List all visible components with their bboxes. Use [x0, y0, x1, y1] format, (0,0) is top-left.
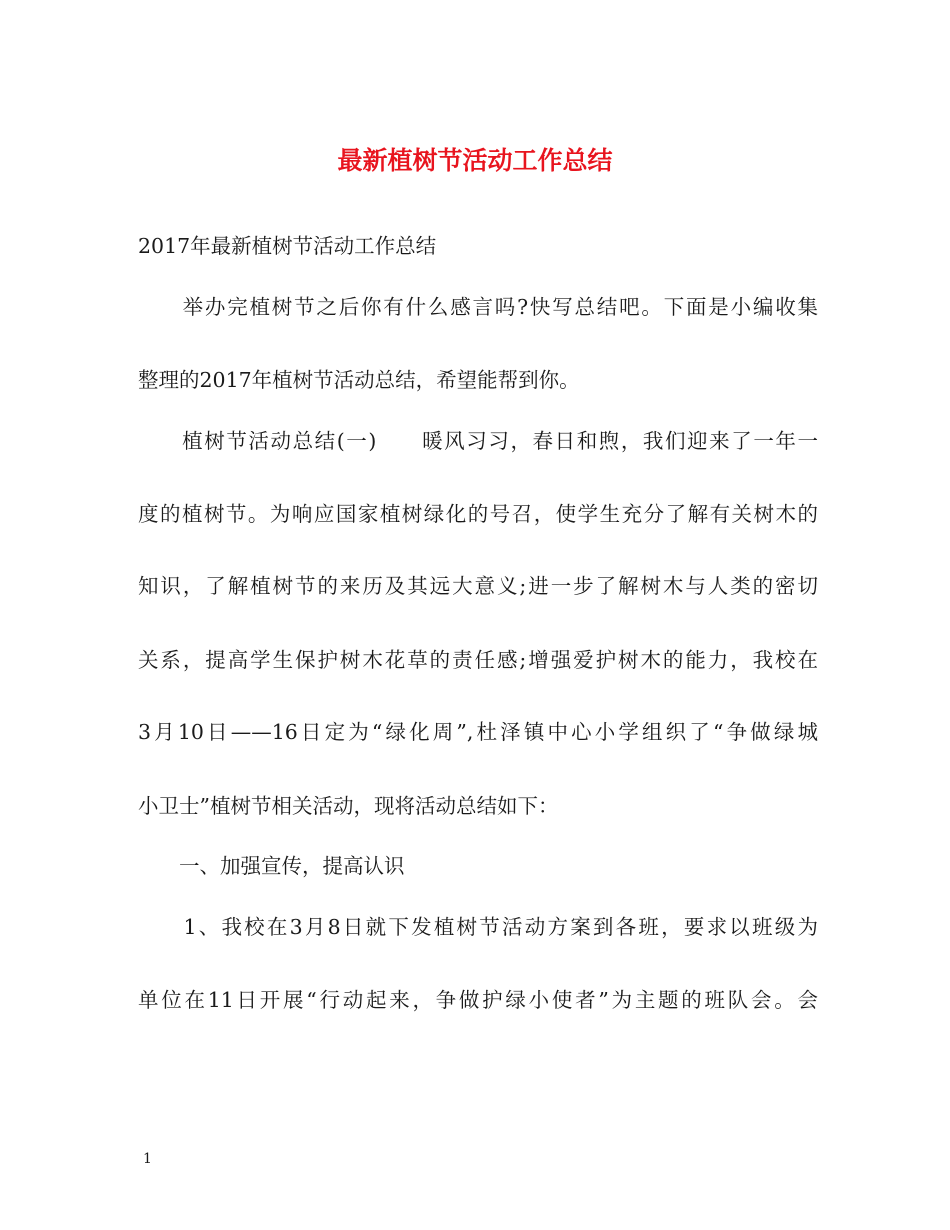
paragraph-line-10: 1、我校在3月8日就下发植树节活动方案到各班，要求以班级为	[138, 915, 818, 939]
paragraph-line-5: 知识，了解植树节的来历及其远大意义;进一步了解树木与人类的密切	[138, 574, 818, 598]
paragraph-line-4: 度的植树节。为响应国家植树绿化的号召，使学生充分了解有关树木的	[138, 502, 818, 526]
paragraph-line-7: 3月10日——16日定为“绿化周”,杜泽镇中心小学组织了“争做绿城	[138, 720, 818, 744]
paragraph-line-3: 植树节活动总结(一) 暖风习习，春日和煦，我们迎来了一年一	[138, 429, 818, 453]
paragraph-line-6: 关系，提高学生保护树木花草的责任感;增强爱护树木的能力，我校在	[138, 648, 818, 672]
paragraph-line-11: 单位在11日开展“行动起来，争做护绿小使者”为主题的班队会。会	[138, 988, 818, 1012]
section-heading: 一、加强宣传，提高认识	[138, 854, 405, 878]
paragraph-line-8: 小卫士”植树节相关活动，现将活动总结如下：	[138, 794, 559, 818]
paragraph-line-1: 举办完植树节之后你有什么感言吗?快写总结吧。下面是小编收集	[138, 295, 818, 319]
document-subtitle: 2017年最新植树节活动工作总结	[138, 234, 437, 258]
document-title: 最新植树节活动工作总结	[337, 146, 613, 175]
page-number: 1	[143, 1151, 152, 1167]
paragraph-line-2: 整理的2017年植树节活动总结，希望能帮到你。	[138, 368, 580, 392]
